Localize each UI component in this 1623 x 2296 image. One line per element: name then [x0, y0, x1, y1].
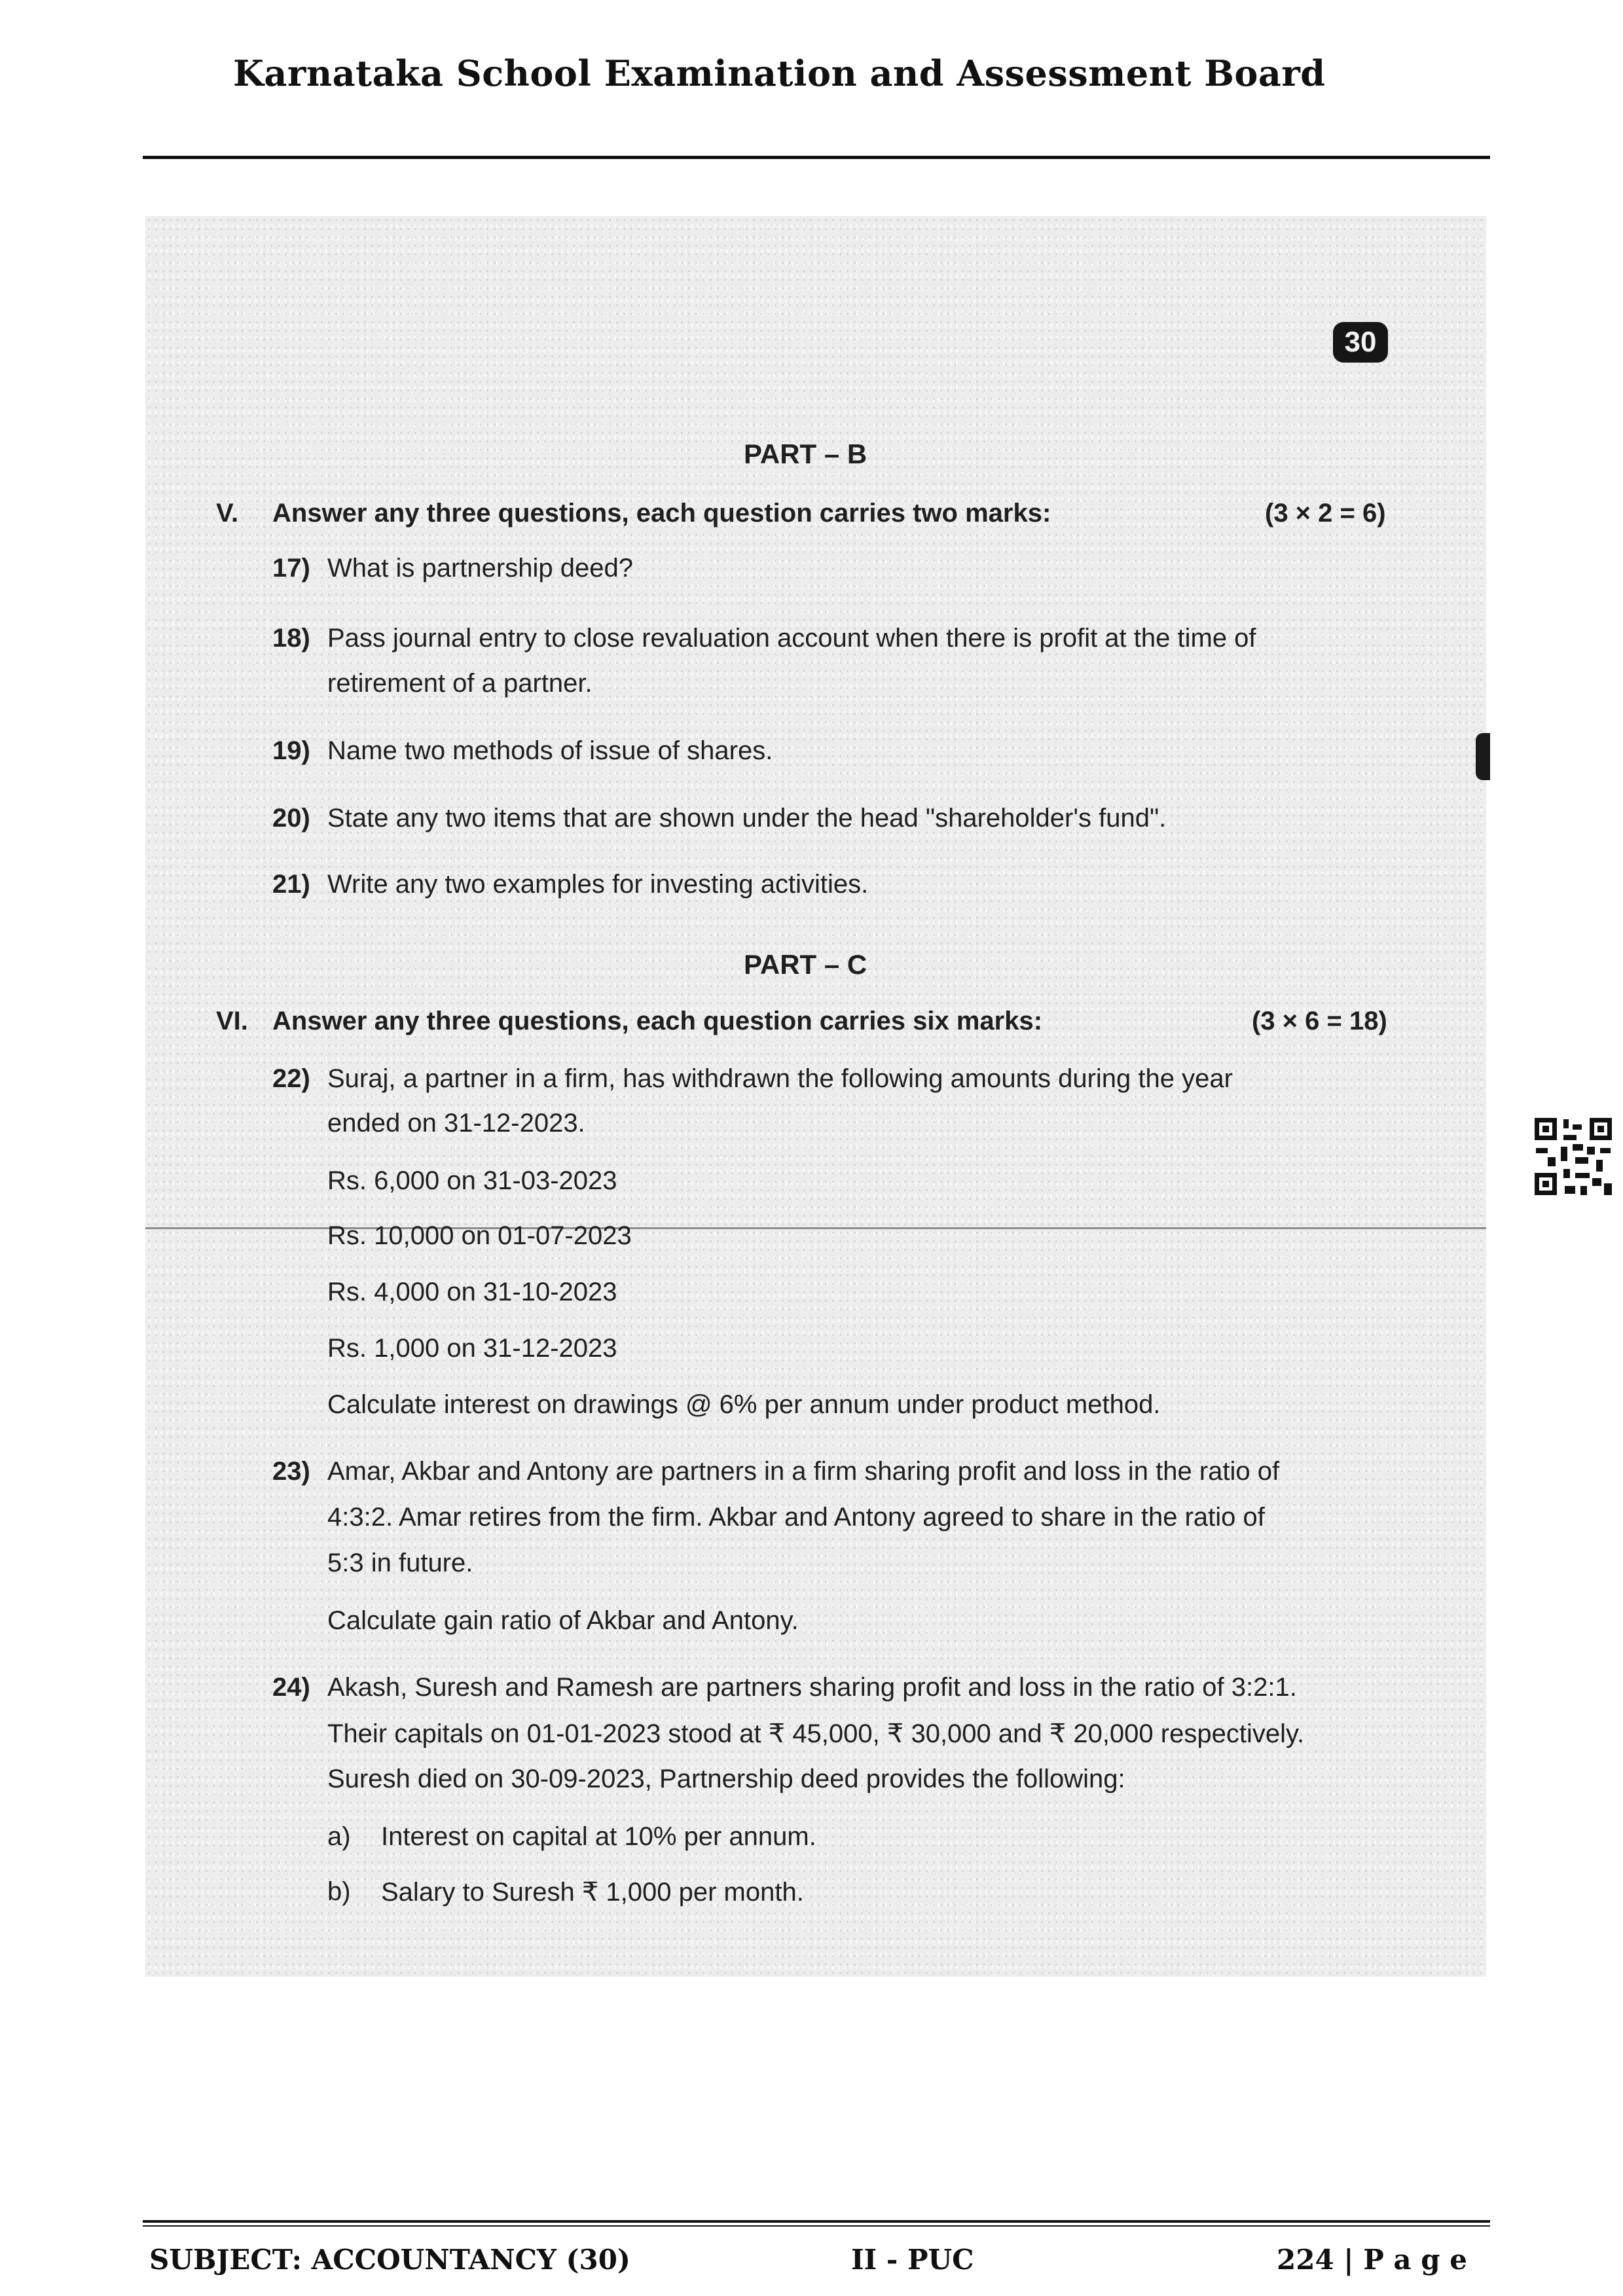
binding-mark [1476, 733, 1490, 780]
footer-rule-top [143, 2220, 1490, 2223]
question-24-text-line2: Their capitals on 01-01-2023 stood at ₹ 45,000, ₹ 30,000 and ₹ 20,000 respectively. [327, 1719, 1305, 1748]
question-24-item-a-text: Interest on capital at 10% per annum. [381, 1822, 816, 1851]
question-20-text: State any two items that are shown under the head "shareholder's fund". [327, 804, 1167, 833]
question-23-text-line3: 5:3 in future. [327, 1549, 473, 1577]
question-24-item-b-text: Salary to Suresh ₹ 1,000 per month. [381, 1878, 804, 1907]
scanned-page [145, 216, 1486, 1977]
footer-class: II - PUC [851, 2244, 974, 2276]
question-23-text-line2: 4:3:2. Amar retires from the firm. Akbar and Antony agreed to share in the ratio of [327, 1503, 1265, 1532]
section-v-numeral: V. [216, 499, 239, 528]
footer-page-number: 224 | P a g e [1277, 2244, 1467, 2276]
question-18-number: 18) [272, 624, 310, 653]
part-b-title: PART – B [744, 439, 867, 469]
question-23-number: 23) [272, 1457, 310, 1486]
qr-code [1535, 1118, 1612, 1195]
question-24-text-line3: Suresh died on 30-09-2023, Partnership deed provides the following: [327, 1765, 1125, 1793]
withdrawal-4: Rs. 1,000 on 31-12-2023 [327, 1334, 617, 1363]
section-vi-marks: (3 × 6 = 18) [1252, 1007, 1387, 1035]
question-18-text-line1: Pass journal entry to close revaluation account when there is profit at the time of [327, 624, 1256, 653]
question-22-number: 22) [272, 1064, 310, 1093]
question-24-text-line1: Akash, Suresh and Ramesh are partners sharing profit and loss in the ratio of 3:2:1. [327, 1673, 1297, 1702]
part-c-title: PART – C [744, 949, 867, 980]
withdrawal-2: Rs. 10,000 on 01-07-2023 [327, 1221, 632, 1250]
footer-rule-bottom [143, 2225, 1490, 2227]
question-19-text: Name two methods of issue of shares. [327, 736, 773, 765]
question-18-text-line2: retirement of a partner. [327, 669, 593, 698]
question-22-text-line1: Suraj, a partner in a firm, has withdrawn the following amounts during the year [327, 1064, 1233, 1093]
question-17-text: What is partnership deed? [327, 554, 633, 583]
withdrawal-3: Rs. 4,000 on 31-10-2023 [327, 1278, 617, 1306]
question-22-text-line2: ended on 31-12-2023. [327, 1109, 585, 1138]
question-20-number: 20) [272, 804, 310, 833]
section-v-instruction: Answer any three questions, each question carries two marks: [272, 499, 1051, 528]
question-23-text-line1: Amar, Akbar and Antony are partners in a firm sharing profit and loss in the ratio of [327, 1457, 1280, 1486]
section-v-marks: (3 × 2 = 6) [1265, 499, 1386, 528]
footer-subject: SUBJECT: ACCOUNTANCY (30) [149, 2244, 630, 2276]
question-24-number: 24) [272, 1673, 310, 1702]
board-title: Karnataka School Examination and Assessment Board [233, 52, 1326, 94]
section-vi-instruction: Answer any three questions, each question carries six marks: [272, 1007, 1043, 1035]
question-19-number: 19) [272, 736, 310, 765]
question-23-task: Calculate gain ratio of Akbar and Antony. [327, 1606, 799, 1635]
question-22-task: Calculate interest on drawings @ 6% per annum under product method. [327, 1390, 1161, 1419]
question-21-text: Write any two examples for investing activities. [327, 870, 869, 899]
question-24-item-a-label: a) [327, 1822, 351, 1851]
page-number-badge: 30 [1333, 322, 1388, 363]
section-vi-numeral: VI. [216, 1007, 248, 1035]
question-21-number: 21) [272, 870, 310, 899]
question-17-number: 17) [272, 554, 310, 583]
header-rule [143, 156, 1490, 159]
withdrawal-1: Rs. 6,000 on 31-03-2023 [327, 1166, 617, 1195]
question-24-item-b-label: b) [327, 1877, 351, 1906]
